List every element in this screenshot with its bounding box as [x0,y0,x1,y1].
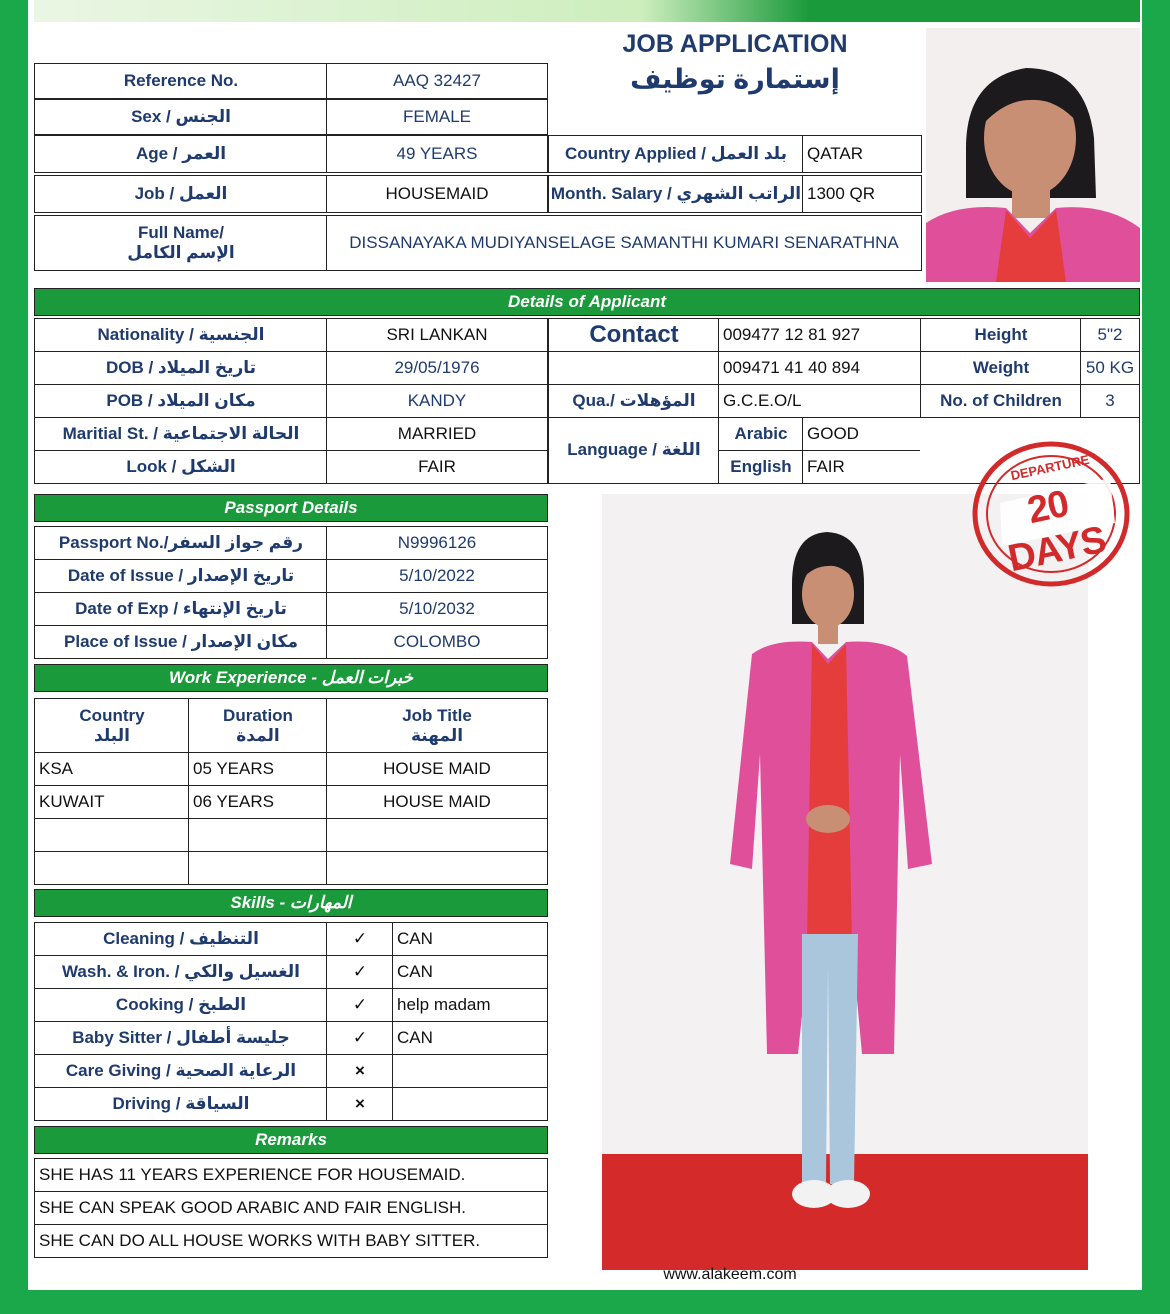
skill-wash-iron-check-icon: ✓ [326,955,394,989]
dob-value: 29/05/1976 [326,351,548,385]
nationality-value: SRI LANKAN [326,318,548,352]
col-duration-en: Duration [223,705,293,725]
age-label: Age / العمر [34,135,328,173]
height-value: 5"2 [1080,318,1140,352]
monthly-salary-label: Month. Salary / الراتب الشهري [548,175,804,213]
remark-line-1: SHE HAS 11 YEARS EXPERIENCE FOR HOUSEMAID. [34,1158,548,1192]
skill-driving-cross-icon: × [326,1087,394,1121]
passport-no-value: N9996126 [326,526,548,560]
skill-cleaning-value: CAN [392,922,548,956]
contact-spacer [548,351,720,385]
skill-cleaning-label: Cleaning / التنظيف [34,922,328,956]
title-arabic: إستمارة توظيف [630,64,840,94]
work-row-3-job [326,818,548,852]
place-of-issue-label: Place of Issue / مكان الإصدار [34,625,328,659]
skill-care-giving-cross-icon: × [326,1054,394,1088]
departure-stamp [970,438,1132,590]
portrait-illustration [926,28,1140,282]
skills-heading: Skills - المهارات [34,889,548,917]
skill-baby-sitter-label: Baby Sitter / جليسة أطفال [34,1021,328,1055]
top-banner [34,0,1140,22]
full-name-label-en: Full Name/ [138,222,224,242]
weight-label: Weight [920,351,1082,385]
full-body-illustration [602,494,1088,1270]
remark-line-3: SHE CAN DO ALL HOUSE WORKS WITH BABY SITTER. [34,1224,548,1258]
job-label: Job / العمل [34,175,328,213]
col-job-title-en: Job Title [402,705,472,725]
work-row-4-job [326,851,548,885]
contact-phone-1: 009477 12 81 927 [718,318,922,352]
work-row-1-country: KSA [34,752,190,786]
skill-wash-iron-label: Wash. & Iron. / الغسيل والكي [34,955,328,989]
skill-baby-sitter-check-icon: ✓ [326,1021,394,1055]
work-row-1-duration: 05 YEARS [188,752,328,786]
marital-status-label: Maritial St. / الحالة الاجتماعية [34,417,328,451]
full-name-value: DISSANAYAKA MUDIYANSELAGE SAMANTHI KUMARI SENARATHNA [326,215,922,271]
portrait-photo [926,28,1140,282]
col-country-en: Country [79,705,145,725]
country-applied-value: QATAR [802,135,922,173]
place-of-issue-value: COLOMBO [326,625,548,659]
date-of-issue-label: Date of Issue / تاريخ الإصدار [34,559,328,593]
work-row-1-job: HOUSE MAID [326,752,548,786]
work-row-2-duration: 06 YEARS [188,785,328,819]
full-name-label-ar: الإسم الكامل [127,243,235,262]
passport-heading: Passport Details [34,494,548,522]
children-label: No. of Children [920,384,1082,418]
sex-value: FEMALE [326,99,548,135]
country-applied-label: Country Applied / بلد العمل [548,135,804,173]
full-body-photo [602,494,1088,1270]
skill-care-giving-label: Care Giving / الرعاية الصحية [34,1054,328,1088]
contact-label: Contact [548,318,720,352]
pob-label: POB / مكان الميلاد [34,384,328,418]
nationality-label: Nationality / الجنسية [34,318,328,352]
col-country-header [34,698,190,754]
work-experience-heading: Work Experience - خبرات العمل [34,664,548,692]
skill-cleaning-check-icon: ✓ [326,922,394,956]
children-value: 3 [1080,384,1140,418]
col-country-ar: البلد [94,726,130,745]
sex-label: Sex / الجنس [34,99,328,135]
details-heading: Details of Applicant [34,288,1140,316]
skill-care-giving-value [392,1054,548,1088]
skill-cooking-label: Cooking / الطبخ [34,988,328,1022]
pob-value: KANDY [326,384,548,418]
skill-driving-label: Driving / السياقة [34,1087,328,1121]
work-row-3-duration [188,818,328,852]
col-job-title-ar: المهنة [410,726,464,745]
title-english: JOB APPLICATION [622,30,848,58]
col-duration-ar: المدة [236,726,280,745]
english-label: English [718,450,804,484]
marital-status-value: MARRIED [326,417,548,451]
language-label: Language / اللغة [548,417,720,484]
full-name-label [34,215,328,271]
date-of-exp-value: 5/10/2032 [326,592,548,626]
look-value: FAIR [326,450,548,484]
arabic-label: Arabic [718,417,804,451]
weight-value: 50 KG [1080,351,1140,385]
stamp-top-text: DEPARTURE [1009,451,1091,484]
skill-driving-value [392,1087,548,1121]
work-row-2-country: KUWAIT [34,785,190,819]
arabic-value: GOOD [802,417,922,451]
dob-label: DOB / تاريخ الميلاد [34,351,328,385]
passport-no-label: Passport No./رقم جواز السفر [34,526,328,560]
col-job-title-header [326,698,548,754]
skill-baby-sitter-value: CAN [392,1021,548,1055]
col-duration-header [188,698,328,754]
date-of-exp-label: Date of Exp / تاريخ الإنتهاء [34,592,328,626]
skill-cooking-value: help madam [392,988,548,1022]
stamp-main-text: 20 DAYS [1004,482,1110,581]
remarks-heading: Remarks [34,1126,548,1154]
qualification-value: G.C.E.O/L [718,384,922,418]
job-value: HOUSEMAID [326,175,548,213]
skill-wash-iron-value: CAN [392,955,548,989]
height-label: Height [920,318,1082,352]
skill-cooking-check-icon: ✓ [326,988,394,1022]
english-value: FAIR [802,450,922,484]
look-label: Look / الشكل [34,450,328,484]
work-row-3-country [34,818,190,852]
work-row-2-job: HOUSE MAID [326,785,548,819]
reference-value: AAQ 32427 [326,63,548,99]
work-row-4-country [34,851,190,885]
website-footer: www.alakeem.com [663,1266,797,1283]
contact-phone-2: 009471 41 40 894 [718,351,922,385]
age-value: 49 YEARS [326,135,548,173]
remark-line-2: SHE CAN SPEAK GOOD ARABIC AND FAIR ENGLISH. [34,1191,548,1225]
work-row-4-duration [188,851,328,885]
qualification-label: Qua./ المؤهلات [548,384,720,418]
date-of-issue-value: 5/10/2022 [326,559,548,593]
monthly-salary-value: 1300 QR [802,175,922,213]
reference-label: Reference No. [34,63,328,99]
